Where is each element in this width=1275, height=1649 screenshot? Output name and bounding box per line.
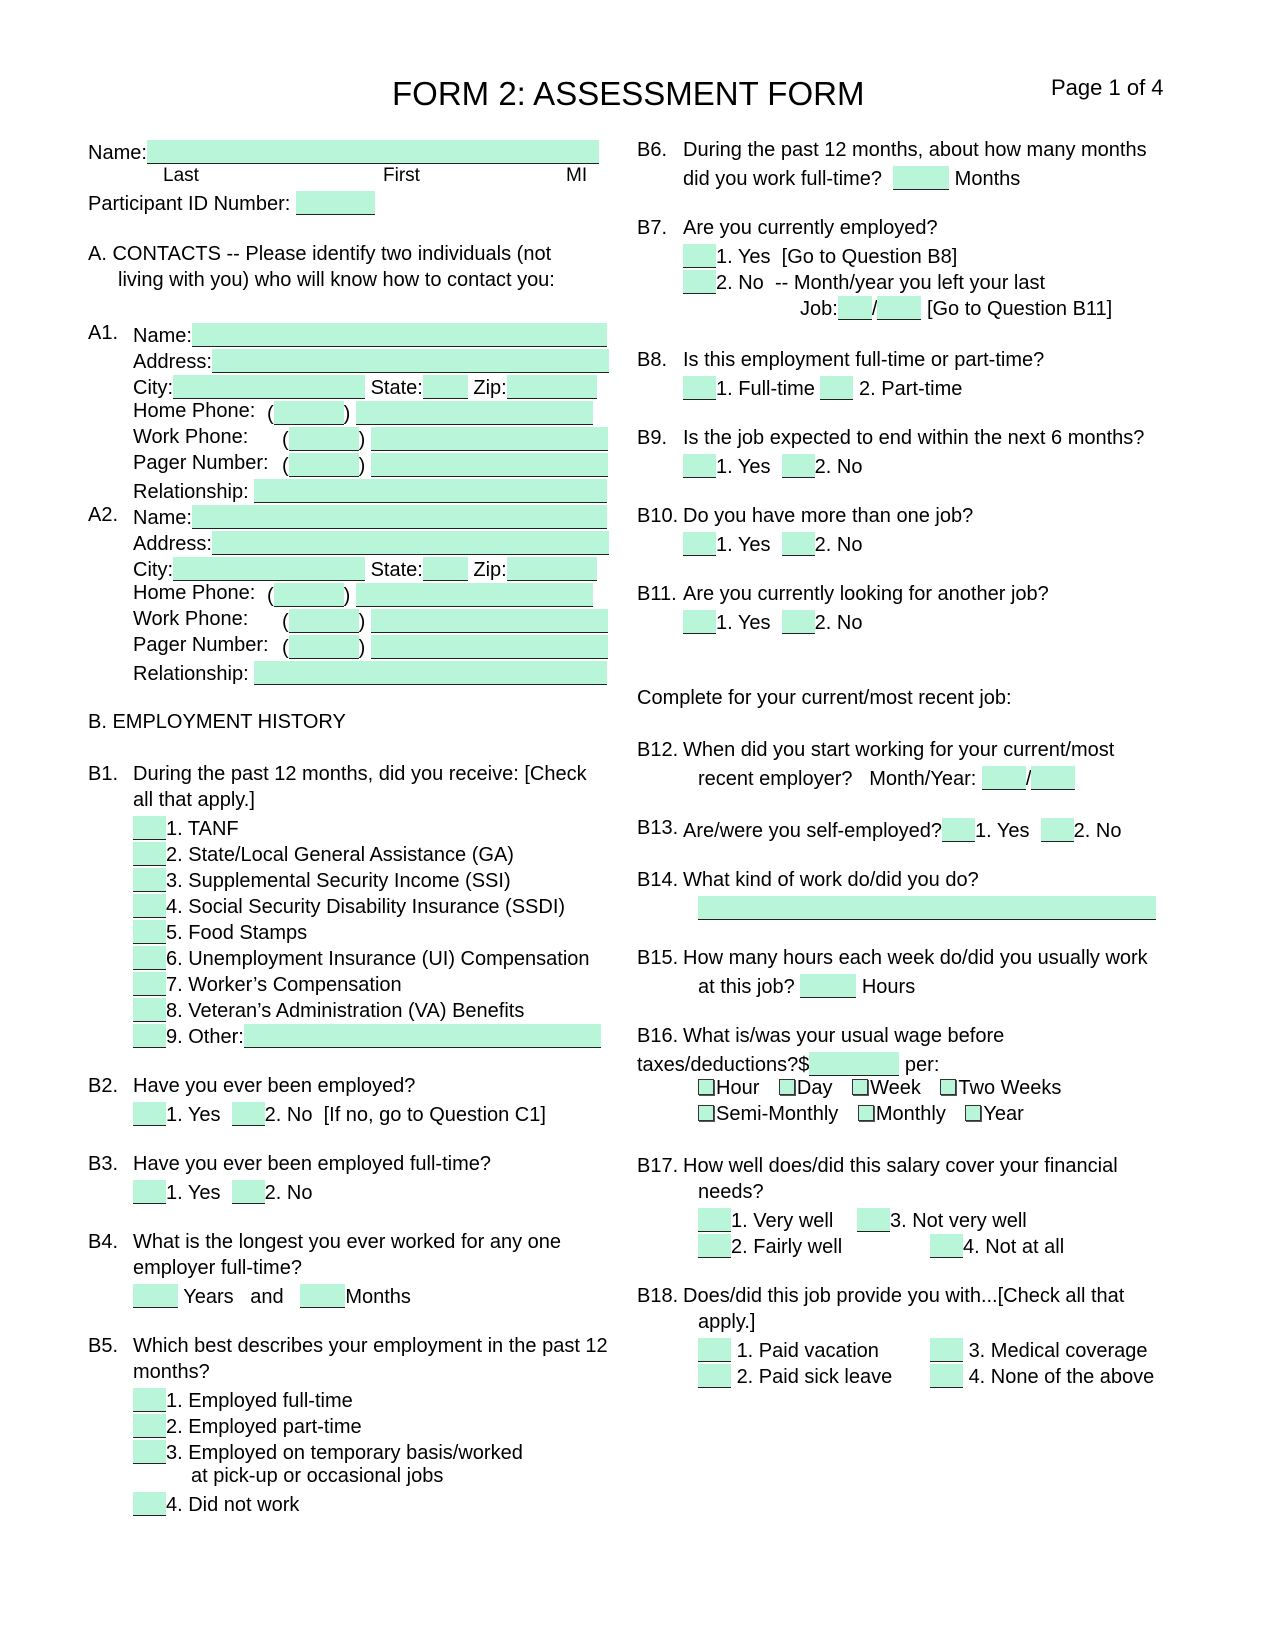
a2-address-field[interactable] xyxy=(212,531,609,555)
b11-number: B11. xyxy=(637,583,677,605)
b18-option-4-field[interactable] xyxy=(930,1364,963,1388)
b17-option-2-label: 2. Fairly well xyxy=(731,1236,843,1258)
a1-state-field[interactable] xyxy=(423,375,468,399)
b4-question-line2: employer full-time? xyxy=(133,1257,302,1279)
b1-option-4-label: 4. Social Security Disability Insurance (SSDI) xyxy=(166,896,566,918)
a2-work-phone-row xyxy=(282,609,608,633)
b16-year-label: Year xyxy=(983,1103,1024,1125)
section-b-heading: B. EMPLOYMENT HISTORY xyxy=(88,711,346,733)
b16-hour-checkbox[interactable] xyxy=(698,1079,714,1095)
b1-number: B1. xyxy=(88,763,119,785)
b3-no-field[interactable] xyxy=(232,1180,265,1204)
b11-question: Are you currently looking for another job? xyxy=(683,583,1049,605)
b1-option-8-field[interactable] xyxy=(133,998,166,1022)
b15-number: B15. xyxy=(637,947,679,969)
b18-option-3-field[interactable] xyxy=(930,1338,963,1362)
b11-no-label: 2. No xyxy=(814,612,863,634)
b18-option-2-label: 2. Paid sick leave xyxy=(736,1366,893,1388)
b1-option-4-field[interactable] xyxy=(133,894,166,918)
a2-city-row xyxy=(133,557,597,581)
a2-work-area-code-field[interactable] xyxy=(289,609,359,633)
section-a-heading-line2: living with you) who will know how to contact you: xyxy=(118,269,555,291)
a1-home-area-code-field[interactable] xyxy=(274,401,344,425)
a2-state-label: State: xyxy=(370,559,423,581)
paren-open: ( xyxy=(282,455,289,477)
b17-option-3-field[interactable] xyxy=(857,1208,890,1232)
b8-full-time-field[interactable] xyxy=(683,376,716,400)
b4-number: B4. xyxy=(88,1231,119,1253)
b16-period-row-2 xyxy=(698,1104,1024,1124)
mi-caption: MI xyxy=(566,165,588,186)
b15-question-line2: at this job? xyxy=(698,976,795,998)
b10-yes-field[interactable] xyxy=(683,532,716,556)
b1-option-6-label: 6. Unemployment Insurance (UI) Compensation xyxy=(166,948,590,970)
b2-yes-field[interactable] xyxy=(133,1102,166,1126)
form-title: FORM 2: ASSESSMENT FORM xyxy=(392,75,865,112)
a2-relationship-label: Relationship: xyxy=(133,663,249,685)
b7-yes-row xyxy=(683,244,957,268)
b16-week-label: Week xyxy=(870,1077,921,1099)
b5-option-row xyxy=(133,1492,299,1516)
paren-close: ) xyxy=(358,455,366,477)
b1-option-1-label: 1. TANF xyxy=(166,818,239,840)
b15-hours-field[interactable] xyxy=(800,974,856,998)
paren-close: ) xyxy=(358,637,366,659)
b7-job-row xyxy=(800,296,1112,320)
b16-dollar-sign: $ xyxy=(798,1054,810,1076)
b16-day-label: Day xyxy=(796,1077,833,1099)
a1-relationship-row xyxy=(133,479,607,503)
paren-open: ( xyxy=(282,611,289,633)
b16-period-row-1 xyxy=(698,1078,1061,1098)
b14-answer-row xyxy=(698,896,1156,920)
b3-yes-label: 1. Yes xyxy=(166,1182,221,1204)
a2-home-phone-field[interactable] xyxy=(356,583,593,607)
a2-relationship-field[interactable] xyxy=(254,661,607,685)
b1-option-1-field[interactable] xyxy=(133,816,166,840)
a2-home-phone-label: Home Phone: xyxy=(133,582,256,604)
b1-option-7-label: 7. Worker’s Compensation xyxy=(166,974,402,996)
b7-yes-field[interactable] xyxy=(683,244,716,268)
last-caption: Last xyxy=(163,165,199,186)
b7-left-year-field[interactable] xyxy=(877,296,921,320)
a1-zip-field[interactable] xyxy=(507,375,597,399)
b10-answer-row xyxy=(683,532,862,556)
a1-relationship-label: Relationship: xyxy=(133,481,249,503)
b1-option-3-label: 3. Supplemental Security Income (SSI) xyxy=(166,870,511,892)
a2-pager-area-code-field[interactable] xyxy=(289,635,359,659)
b2-question: Have you ever been employed? xyxy=(133,1075,416,1097)
b17-option-1-label: 1. Very well xyxy=(731,1210,834,1232)
b10-yes-label: 1. Yes xyxy=(716,534,771,556)
b7-no-field[interactable] xyxy=(683,270,716,294)
b18-option-3-label: 3. Medical coverage xyxy=(968,1340,1148,1362)
b5-option-row xyxy=(133,1440,523,1464)
a1-home-phone-row xyxy=(267,401,593,425)
a1-relationship-field[interactable] xyxy=(254,479,607,503)
b4-years-label: Years xyxy=(183,1286,234,1308)
b7-left-month-field[interactable] xyxy=(838,296,872,320)
b7-job-skip-note: [Go to Question B11] xyxy=(926,298,1113,320)
b11-answer-row xyxy=(683,610,862,634)
b5-option-3-label: 3. Employed on temporary basis/worked xyxy=(166,1442,523,1464)
b5-option-1-label: 1. Employed full-time xyxy=(166,1390,353,1412)
b8-full-time-label: 1. Full-time xyxy=(716,378,815,400)
b18-option-1-label: 1. Paid vacation xyxy=(736,1340,879,1362)
b11-no-field[interactable] xyxy=(782,610,815,634)
name-label: Name: xyxy=(88,142,147,164)
b2-answer-row xyxy=(133,1102,546,1126)
a2-state-field[interactable] xyxy=(423,557,468,581)
a1-city-row xyxy=(133,375,597,399)
b2-yes-label: 1. Yes xyxy=(166,1104,221,1126)
a2-zip-label: Zip: xyxy=(473,559,507,581)
page-number: Page 1 of 4 xyxy=(1051,75,1164,100)
b18-option-row xyxy=(698,1338,879,1362)
b9-answer-row xyxy=(683,454,862,478)
b14-question: What kind of work do/did you do? xyxy=(683,869,979,891)
b1-option-row xyxy=(133,894,565,918)
b6-months-label: Months xyxy=(954,168,1021,190)
b6-question-line1: During the past 12 months, about how many months xyxy=(683,139,1147,161)
b15-question-line1: How many hours each week do/did you usually work xyxy=(683,947,1148,969)
b16-semi-monthly-checkbox[interactable] xyxy=(698,1105,714,1121)
b3-question: Have you ever been employed full-time? xyxy=(133,1153,491,1175)
b17-option-4-label: 4. Not at all xyxy=(963,1236,1065,1258)
b5-option-4-field[interactable] xyxy=(133,1492,166,1516)
paren-close: ) xyxy=(358,611,366,633)
b1-option-2-field[interactable] xyxy=(133,842,166,866)
b18-option-2-field[interactable] xyxy=(698,1364,731,1388)
a2-pager-field[interactable] xyxy=(371,635,608,659)
a1-pager-field[interactable] xyxy=(371,453,608,477)
recent-job-instruction: Complete for your current/most recent job: xyxy=(637,687,1012,709)
b7-yes-label: 1. Yes xyxy=(716,246,771,268)
b16-per-label: per: xyxy=(904,1054,940,1076)
paren-close: ) xyxy=(343,585,351,607)
b5-option-row xyxy=(133,1414,362,1438)
b17-option-row xyxy=(930,1234,1064,1258)
b1-option-8-label: 8. Veteran’s Administration (VA) Benefits xyxy=(166,1000,525,1022)
b5-question-line2: months? xyxy=(133,1361,210,1383)
b18-question-line1: Does/did this job provide you with...[Check all that xyxy=(683,1285,1125,1307)
b16-semi-monthly-label: Semi-Monthly xyxy=(716,1103,839,1125)
b5-option-3-continuation: at pick-up or occasional jobs xyxy=(191,1465,444,1487)
a1-work-phone-field[interactable] xyxy=(371,427,608,451)
b7-no-note: -- Month/year you left your last xyxy=(774,272,1046,294)
b12-question-line2: recent employer? xyxy=(698,768,853,790)
b17-option-row xyxy=(857,1208,1027,1232)
b1-option-2-label: 2. State/Local General Assistance (GA) xyxy=(166,844,514,866)
a1-work-phone-label: Work Phone: xyxy=(133,426,249,448)
a1-city-label: City: xyxy=(133,377,173,399)
a1-address-field[interactable] xyxy=(212,349,609,373)
b7-slash: / xyxy=(871,298,878,320)
b7-yes-skip-note: [Go to Question B8] xyxy=(781,246,958,268)
b9-no-label: 2. No xyxy=(814,456,863,478)
b11-yes-field[interactable] xyxy=(683,610,716,634)
b7-no-row xyxy=(683,270,1045,294)
contact-a1-number: A1. xyxy=(88,322,119,344)
b5-option-3-field[interactable] xyxy=(133,1440,166,1464)
a2-home-area-code-field[interactable] xyxy=(274,583,344,607)
b1-option-9-label: 9. Other: xyxy=(166,1026,244,1048)
b7-job-label: Job: xyxy=(800,298,838,320)
b13-no-field[interactable] xyxy=(1041,818,1074,842)
b17-option-1-field[interactable] xyxy=(698,1208,731,1232)
b16-monthly-label: Monthly xyxy=(875,1103,946,1125)
b7-no-label: 2. No xyxy=(716,272,764,294)
b14-number: B14. xyxy=(637,869,679,891)
paren-open: ( xyxy=(282,429,289,451)
b12-answer-row xyxy=(698,766,1075,790)
b4-months-label: Months xyxy=(345,1286,411,1308)
b10-question: Do you have more than one job? xyxy=(683,505,974,527)
b16-year-checkbox[interactable] xyxy=(965,1105,981,1121)
b1-question-line1: During the past 12 months, did you receive: [Check xyxy=(133,763,587,785)
b18-option-4-label: 4. None of the above xyxy=(968,1366,1155,1388)
b16-two-weeks-label: Two Weeks xyxy=(958,1077,1062,1099)
a2-home-phone-row xyxy=(267,583,593,607)
b1-option-5-field[interactable] xyxy=(133,920,166,944)
a2-city-field[interactable] xyxy=(173,557,365,581)
a2-relationship-row xyxy=(133,661,607,685)
b5-question-line1: Which best describes your employment in the past 12 xyxy=(133,1335,608,1357)
b6-months-field[interactable] xyxy=(893,166,949,190)
a1-address-label: Address: xyxy=(133,351,212,373)
participant-id-field[interactable] xyxy=(296,191,375,215)
b6-number: B6. xyxy=(637,139,668,161)
b8-question: Is this employment full-time or part-time? xyxy=(683,349,1045,371)
contact-a2-number: A2. xyxy=(88,504,119,526)
b1-option-row xyxy=(133,1024,601,1048)
b8-number: B8. xyxy=(637,349,668,371)
b18-option-row xyxy=(930,1364,1154,1388)
a2-zip-field[interactable] xyxy=(507,557,597,581)
b1-option-row xyxy=(133,868,511,892)
b13-no-label: 2. No xyxy=(1073,820,1122,842)
b18-option-1-field[interactable] xyxy=(698,1338,731,1362)
b17-number: B17. xyxy=(637,1155,679,1177)
b18-number: B18. xyxy=(637,1285,679,1307)
b10-number: B10. xyxy=(637,505,679,527)
b17-option-3-label: 3. Not very well xyxy=(890,1210,1027,1232)
name-row xyxy=(88,140,599,164)
b5-option-2-label: 2. Employed part-time xyxy=(166,1416,362,1438)
a1-name-label: Name: xyxy=(133,325,192,347)
b18-option-row xyxy=(930,1338,1148,1362)
b10-no-field[interactable] xyxy=(782,532,815,556)
b9-question: Is the job expected to end within the next 6 months? xyxy=(683,427,1145,449)
b5-option-2-field[interactable] xyxy=(133,1414,166,1438)
b8-part-time-label: 2. Part-time xyxy=(859,378,963,400)
paren-close: ) xyxy=(358,429,366,451)
b4-question-line1: What is the longest you ever worked for any one xyxy=(133,1231,562,1253)
a2-pager-label: Pager Number: xyxy=(133,634,269,656)
a2-pager-row xyxy=(282,635,608,659)
b7-number: B7. xyxy=(637,217,668,239)
a1-home-phone-label: Home Phone: xyxy=(133,400,256,422)
b3-yes-field[interactable] xyxy=(133,1180,166,1204)
a2-address-label: Address: xyxy=(133,533,212,555)
b1-other-text-field[interactable] xyxy=(244,1024,601,1048)
paren-open: ( xyxy=(267,403,274,425)
b9-yes-label: 1. Yes xyxy=(716,456,771,478)
b1-option-6-field[interactable] xyxy=(133,946,166,970)
participant-name-field[interactable] xyxy=(147,140,599,164)
b17-question-line1: How well does/did this salary cover your financial xyxy=(683,1155,1118,1177)
b6-answer-row xyxy=(683,166,1020,190)
b17-question-line2: needs? xyxy=(698,1181,764,1203)
b14-work-description-field[interactable] xyxy=(698,896,1156,920)
b12-number: B12. xyxy=(637,739,679,761)
a1-city-field[interactable] xyxy=(173,375,365,399)
b16-wage-field[interactable] xyxy=(809,1052,899,1076)
b5-option-row xyxy=(133,1388,353,1412)
b13-yes-field[interactable] xyxy=(942,818,975,842)
first-caption: First xyxy=(383,165,420,186)
b16-week-checkbox[interactable] xyxy=(852,1079,868,1095)
b3-answer-row xyxy=(133,1180,312,1204)
b16-number: B16. xyxy=(637,1025,679,1047)
a2-name-row xyxy=(133,505,607,529)
a2-address-row xyxy=(133,531,609,555)
b6-question-line2: did you work full-time? xyxy=(683,168,882,190)
b1-option-5-label: 5. Food Stamps xyxy=(166,922,308,944)
a1-work-area-code-field[interactable] xyxy=(289,427,359,451)
a1-name-row xyxy=(133,323,607,347)
b4-years-field[interactable] xyxy=(133,1284,178,1308)
b16-two-weeks-checkbox[interactable] xyxy=(940,1079,956,1095)
b1-option-3-field[interactable] xyxy=(133,868,166,892)
b9-no-field[interactable] xyxy=(782,454,815,478)
a1-pager-label: Pager Number: xyxy=(133,452,269,474)
b8-answer-row xyxy=(683,376,962,400)
a2-work-phone-field[interactable] xyxy=(371,609,608,633)
b13-question: Are/were you self-employed? xyxy=(683,820,943,842)
a1-pager-row xyxy=(282,453,608,477)
b12-month-year-label: Month/Year: xyxy=(869,768,977,790)
b13-yes-label: 1. Yes xyxy=(975,820,1030,842)
b10-no-label: 2. No xyxy=(814,534,863,556)
b1-option-7-field[interactable] xyxy=(133,972,166,996)
b1-option-row xyxy=(133,998,524,1022)
a1-zip-label: Zip: xyxy=(473,377,507,399)
b17-option-row xyxy=(698,1208,833,1232)
b13-answer-row xyxy=(683,818,1121,842)
b1-option-row xyxy=(133,816,239,840)
b1-option-row xyxy=(133,946,590,970)
b18-question-line2: apply.] xyxy=(698,1311,756,1333)
b2-no-field[interactable] xyxy=(232,1102,265,1126)
b1-option-row xyxy=(133,842,514,866)
paren-open: ( xyxy=(267,585,274,607)
a2-work-phone-label: Work Phone: xyxy=(133,608,249,630)
b8-part-time-field[interactable] xyxy=(820,376,853,400)
a1-home-phone-field[interactable] xyxy=(356,401,593,425)
a1-state-label: State: xyxy=(370,377,423,399)
b1-question-line2: all that apply.] xyxy=(133,789,255,811)
b16-hour-label: Hour xyxy=(716,1077,760,1099)
b17-option-row xyxy=(698,1234,842,1258)
b12-question-line1: When did you start working for your current/most xyxy=(683,739,1115,761)
a2-city-label: City: xyxy=(133,559,173,581)
b5-option-4-label: 4. Did not work xyxy=(166,1494,300,1516)
b15-answer-row xyxy=(698,974,915,998)
paren-open: ( xyxy=(282,637,289,659)
b7-question: Are you currently employed? xyxy=(683,217,938,239)
b16-day-checkbox[interactable] xyxy=(779,1079,795,1095)
a1-name-field[interactable] xyxy=(192,323,607,347)
a1-pager-area-code-field[interactable] xyxy=(289,453,359,477)
b12-year-field[interactable] xyxy=(1031,766,1075,790)
b17-option-4-field[interactable] xyxy=(930,1234,963,1258)
a2-name-field[interactable] xyxy=(192,505,607,529)
b1-option-9-field[interactable] xyxy=(133,1024,166,1048)
b1-option-row xyxy=(133,920,307,944)
b3-number: B3. xyxy=(88,1153,119,1175)
b16-question-line1: What is/was your usual wage before xyxy=(683,1025,1005,1047)
b9-yes-field[interactable] xyxy=(683,454,716,478)
b2-skip-note: [If no, go to Question C1] xyxy=(323,1104,546,1126)
b16-monthly-checkbox[interactable] xyxy=(858,1105,874,1121)
b3-no-label: 2. No xyxy=(264,1182,313,1204)
b1-option-row xyxy=(133,972,402,996)
b16-wage-row xyxy=(637,1052,939,1076)
b5-number: B5. xyxy=(88,1335,119,1357)
b11-yes-label: 1. Yes xyxy=(716,612,771,634)
b9-number: B9. xyxy=(637,427,668,449)
b16-question-line2: taxes/deductions? xyxy=(637,1054,799,1076)
a2-name-label: Name: xyxy=(133,507,192,529)
a1-work-phone-row xyxy=(282,427,608,451)
b2-no-label: 2. No xyxy=(264,1104,313,1126)
b13-number: B13. xyxy=(637,817,679,839)
b4-months-field[interactable] xyxy=(300,1284,345,1308)
participant-id-row xyxy=(88,191,375,215)
b5-option-1-field[interactable] xyxy=(133,1388,166,1412)
section-a-heading-line1: A. CONTACTS -- Please identify two individuals (not xyxy=(88,243,552,265)
paren-close: ) xyxy=(343,403,351,425)
participant-id-label: Participant ID Number: xyxy=(88,193,291,215)
b12-slash: / xyxy=(1025,768,1032,790)
b12-month-field[interactable] xyxy=(982,766,1026,790)
b4-and-label: and xyxy=(250,1286,284,1308)
b15-hours-label: Hours xyxy=(861,976,916,998)
b18-option-row xyxy=(698,1364,892,1388)
a1-address-row xyxy=(133,349,609,373)
b2-number: B2. xyxy=(88,1075,119,1097)
b4-answer-row xyxy=(133,1284,411,1308)
b17-option-2-field[interactable] xyxy=(698,1234,731,1258)
